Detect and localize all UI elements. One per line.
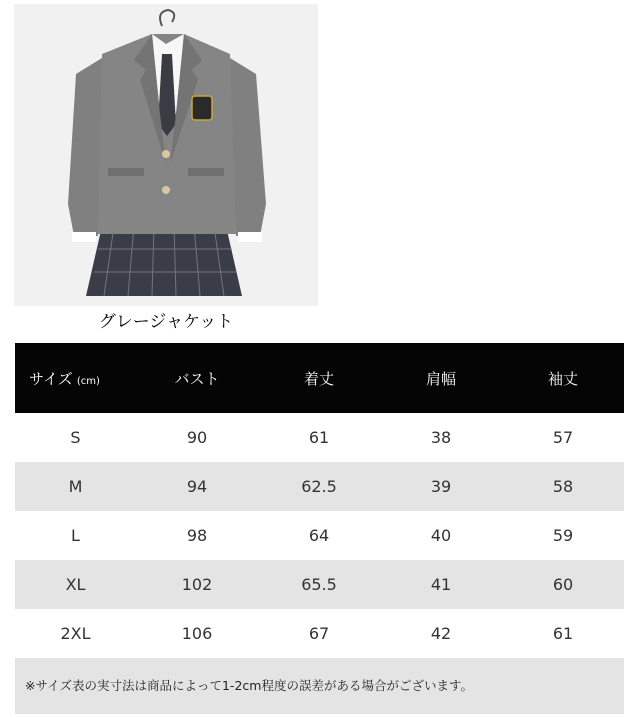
table-cell: 59 bbox=[552, 526, 574, 545]
table-cell: S bbox=[70, 428, 81, 447]
table-cell: M bbox=[15, 462, 136, 511]
size-note: ※サイズ表の実寸法は商品によって1-2cm程度の誤差がある場合がございます。 bbox=[15, 658, 624, 714]
product-photo bbox=[14, 4, 318, 306]
table-header-row bbox=[15, 343, 624, 413]
table-row bbox=[15, 560, 624, 609]
table-cell: L bbox=[71, 526, 80, 545]
table-cell: 64 bbox=[308, 526, 330, 545]
header-sleeve: 袖丈 bbox=[502, 343, 624, 413]
header-bust: バスト bbox=[136, 343, 258, 413]
table-cell: 39 bbox=[380, 462, 502, 511]
table-row bbox=[15, 609, 624, 658]
table-cell: 40 bbox=[430, 526, 452, 545]
table-cell: 65.5 bbox=[258, 560, 380, 609]
table-cell: 41 bbox=[380, 560, 502, 609]
table-cell: 58 bbox=[502, 462, 624, 511]
table-cell: 98 bbox=[186, 526, 208, 545]
header-shoulder: 肩幅 bbox=[380, 343, 502, 413]
table-cell: XL bbox=[15, 560, 136, 609]
table-cell: 102 bbox=[136, 560, 258, 609]
product-caption: グレージャケット bbox=[98, 312, 234, 332]
header-length: 着丈 bbox=[258, 343, 380, 413]
table-cell: 106 bbox=[181, 624, 213, 643]
table-cell: 42 bbox=[430, 624, 452, 643]
table-row bbox=[15, 511, 624, 560]
jacket-illustration bbox=[14, 4, 318, 306]
header-unit: (cm) bbox=[76, 375, 100, 387]
table-cell: 2XL bbox=[60, 624, 91, 643]
table-cell: 61 bbox=[308, 428, 330, 447]
table-row bbox=[15, 462, 624, 511]
table-cell: 38 bbox=[430, 428, 452, 447]
header-size: サイズ (cm) bbox=[15, 343, 136, 413]
size-table bbox=[15, 343, 624, 658]
table-cell: 60 bbox=[502, 560, 624, 609]
table-cell: 67 bbox=[308, 624, 330, 643]
table-cell: 57 bbox=[552, 428, 574, 447]
table-cell: 61 bbox=[552, 624, 574, 643]
table-cell: 90 bbox=[186, 428, 208, 447]
table-cell: 94 bbox=[136, 462, 258, 511]
table-cell: 62.5 bbox=[258, 462, 380, 511]
table-row bbox=[15, 413, 624, 462]
